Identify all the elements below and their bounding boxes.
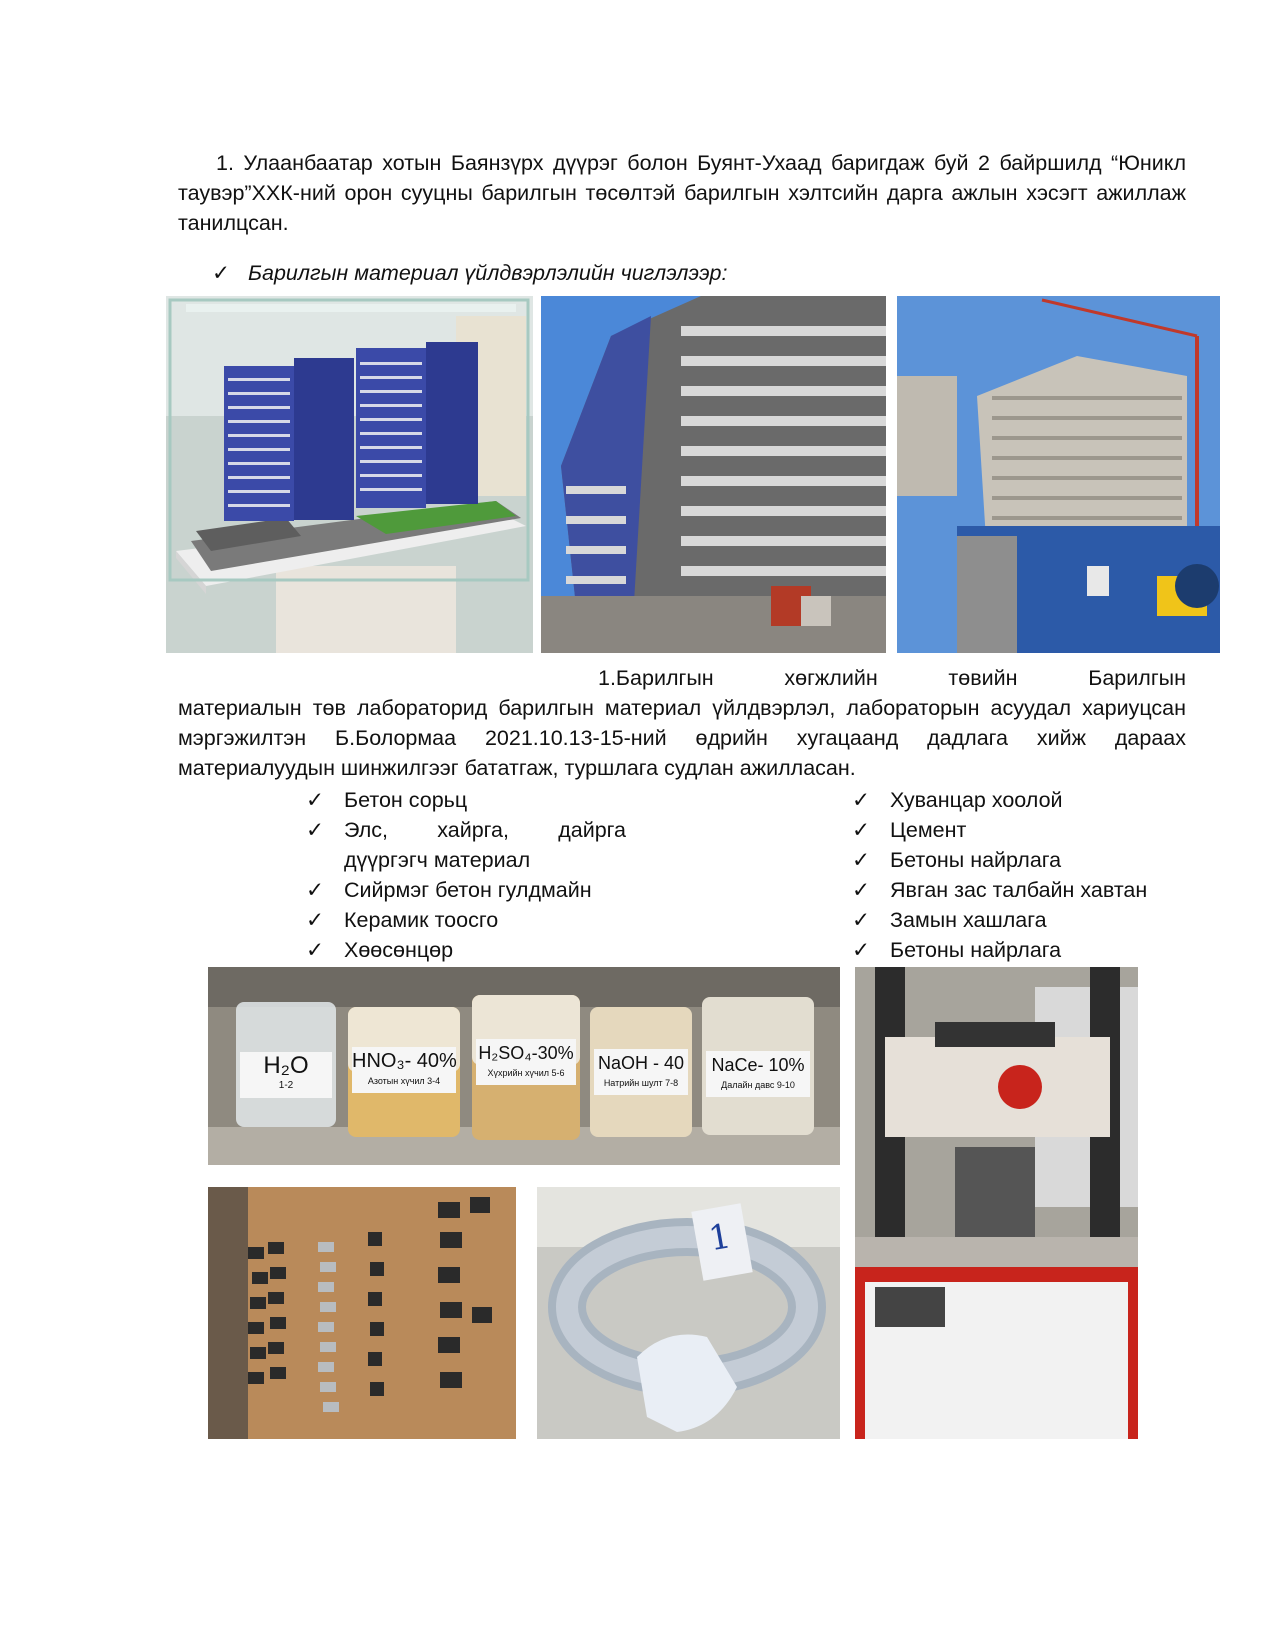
beaker-subtitle: Натрийн шулт 7-8 [603, 1078, 679, 1088]
list-item [306, 875, 646, 905]
materials-list-right [852, 785, 1192, 965]
checkmark-icon: ✓ [852, 818, 871, 842]
building-facade-photo [541, 296, 886, 653]
beaker-subtitle: Азотын хүчил 3-4 [367, 1076, 441, 1086]
list-item [306, 815, 646, 875]
list-item [852, 815, 1192, 845]
checkmark-icon: ✓ [306, 788, 325, 812]
checkmark-icon: ✓ [852, 848, 871, 872]
list-item-text: Керамик тоосго [344, 908, 499, 932]
beaker-label-nitric [352, 1047, 456, 1093]
beaker-formula: HNO₃- 40% [352, 1050, 457, 1072]
building-model-photo [166, 296, 533, 653]
list-item [852, 875, 1192, 905]
list-item [306, 935, 646, 965]
beaker-subtitle: Далайн давс 9-10 [721, 1080, 795, 1090]
list-item-text: Бетоны найрлага [890, 848, 1062, 872]
checkmark-icon: ✓ [306, 878, 325, 902]
checkmark-icon: ✓ [306, 818, 325, 842]
beaker-formula: H₂O [263, 1052, 309, 1079]
list-item-text: Хуванцар хоолой [890, 788, 1063, 812]
direction-heading-text: Барилгын материал үйлдвэрлэлийн чиглэлээр: [248, 261, 728, 285]
beaker-formula: H₂SO₄-30% [478, 1043, 574, 1063]
list-item-text: Хөөсөнцөр [344, 938, 454, 962]
list-item-text: Бетон сорьц [344, 788, 468, 812]
beaker-formula: NaCe- 10% [711, 1055, 805, 1075]
lab-paragraph-lead: 1.Барилгын хөгжлийн төвийн Барилгын [598, 666, 1186, 690]
direction-heading [212, 258, 727, 288]
intro-paragraph [178, 148, 1186, 238]
checkmark-icon: ✓ [852, 878, 871, 902]
list-item-text: Элс, хайрга, дайрга дүүргэгч материал [344, 818, 626, 872]
beaker-subtitle: 1-2 [278, 1080, 294, 1091]
checkmark-icon: ✓ [852, 908, 871, 932]
beaker-label-salt [706, 1051, 810, 1097]
beaker-formula: NaOH - 40 [597, 1053, 685, 1073]
checkmark-icon: ✓ [306, 908, 325, 932]
list-item [306, 905, 646, 935]
list-item-text: Цемент [890, 818, 967, 842]
beaker-label-sodium-hydroxide [594, 1049, 688, 1095]
chemical-beakers-photo [208, 967, 840, 1165]
pipe-sample-number: 1 [705, 1216, 735, 1260]
checkmark-icon: ✓ [852, 938, 871, 962]
materials-list-left [306, 785, 646, 965]
checkmark-icon: ✓ [306, 938, 325, 962]
beaker-label-water [240, 1052, 332, 1098]
list-item-text: Сийрмэг бетон гулдмайн [344, 878, 592, 902]
checkmark-icon: ✓ [852, 788, 871, 812]
lab-paragraph [178, 663, 1186, 783]
lab-paragraph-text: материалын төв лабораторид барилгын материал үйлдвэрлэл, лабораторын асуудал хариуцсан мэргэжилтэн Б.Болормаа 2021.10.13-15-ний өдрийн хугацаанд дадлага хийж дараах материалуудын шинжилгээг бататгаж, туршлага судлан ажилласан. [178, 696, 1186, 780]
checkmark-icon: ✓ [212, 261, 231, 285]
list-item [306, 785, 646, 815]
list-item-text: Бетоны найрлага [890, 938, 1062, 962]
list-item [852, 785, 1192, 815]
beaker-subtitle: Хүхрийн хүчил 5-6 [487, 1068, 565, 1078]
list-item-text: Замын хашлага [890, 908, 1047, 932]
list-item [852, 935, 1192, 965]
list-item [852, 845, 1192, 875]
beaker-label-sulfuric [476, 1039, 576, 1085]
construction-site-photo [897, 296, 1220, 653]
list-item [852, 905, 1192, 935]
pipe-ring-sample-photo [537, 1187, 840, 1439]
tile-samples-photo [208, 1187, 516, 1439]
list-item-text: Явган зас талбайн хавтан [890, 878, 1148, 902]
intro-text: 1. Улаанбаатар хотын Баянзүрх дүүрэг болон Буянт-Ухаад баригдаж буй 2 байршилд “Юникл таувэр”ХХК-ний орон сууцны барилгын төсөлтэй барилгын хэлтсийн дарга ажлын хэсэгт ажиллаж танилцсан. [178, 151, 1186, 235]
compression-testing-machine-photo [855, 967, 1138, 1439]
